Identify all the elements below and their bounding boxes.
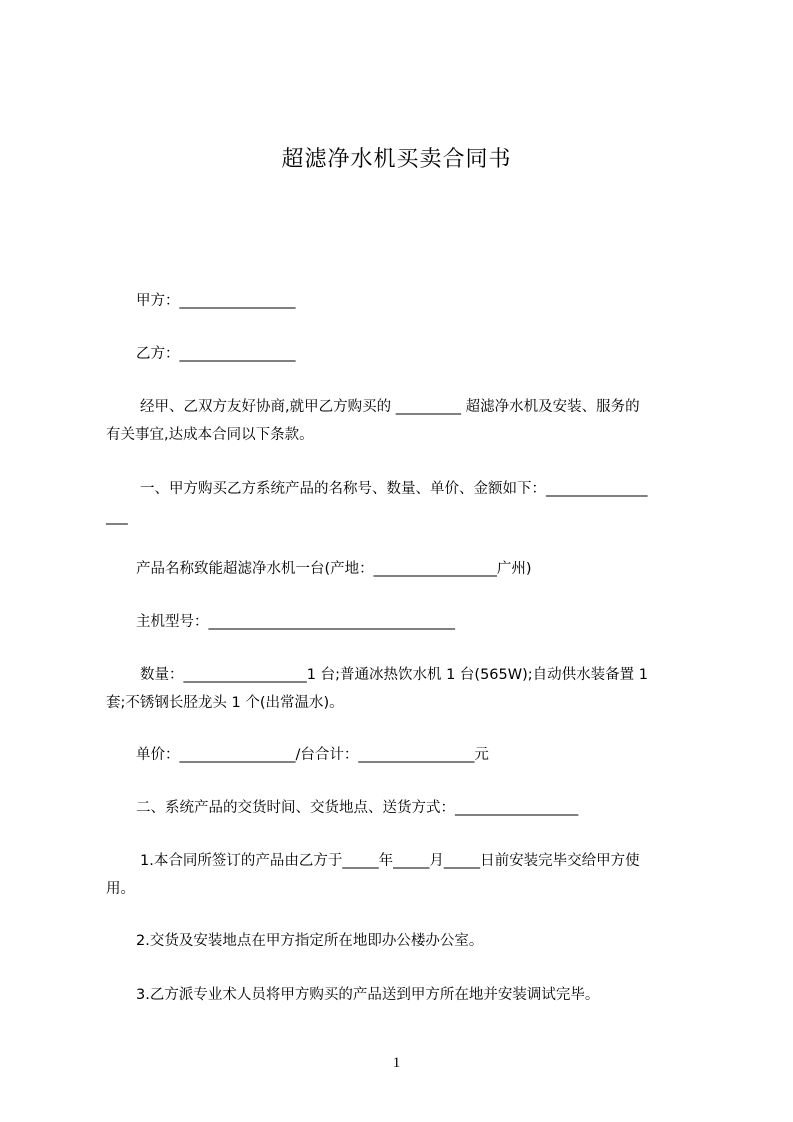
quantity-line-1: 数量：_________________1 台;普通冰热饮水机 1 台(565W);自动供水装备置 1 — [140, 667, 648, 683]
clause-1-line-1: 1.本合同所签订的产品由乙方于_____年_____月_____日前安装完毕交给甲方使 — [140, 853, 640, 869]
price-line: 单价：________________/台合计：________________元 — [136, 747, 489, 763]
clause-3-line: 3.乙方派专业术人员将甲方购买的产品送到甲方所在地并安装调试完毕。 — [136, 987, 600, 1003]
page-number: 1 — [392, 1055, 401, 1071]
section-2-heading: 二、系统产品的交货时间、交货地点、送货方式：_________________ — [136, 800, 579, 816]
intro-paragraph-line-1: 经甲、乙双方友好协商,就甲乙方购买的 _________ 超滤净水机及安装、服务的 — [140, 399, 640, 415]
model-number-line: 主机型号：__________________________________ — [136, 614, 455, 630]
clause-1-line-2: 用。 — [106, 881, 135, 897]
party-a-line: 甲方：________________ — [136, 293, 296, 309]
intro-paragraph-line-2: 有关事宜,达成本合同以下条款。 — [106, 427, 314, 443]
quantity-line-2: 套;不锈钢长胫龙头 1 个(出常温水)。 — [106, 695, 344, 711]
clause-2-line: 2.交货及安装地点在甲方指定所在地即办公楼办公室。 — [136, 933, 484, 949]
party-b-line: 乙方：________________ — [136, 346, 296, 362]
product-name-line: 产品名称致能超滤净水机一台(产地：_________________广州) — [136, 561, 532, 577]
contract-title: 超滤净水机买卖合同书 — [281, 147, 512, 172]
section-1-heading-line-1: 一、甲方购买乙方系统产品的名称号、数量、单价、金额如下：______________ — [140, 481, 648, 497]
section-1-heading-line-2: ___ — [106, 509, 128, 525]
